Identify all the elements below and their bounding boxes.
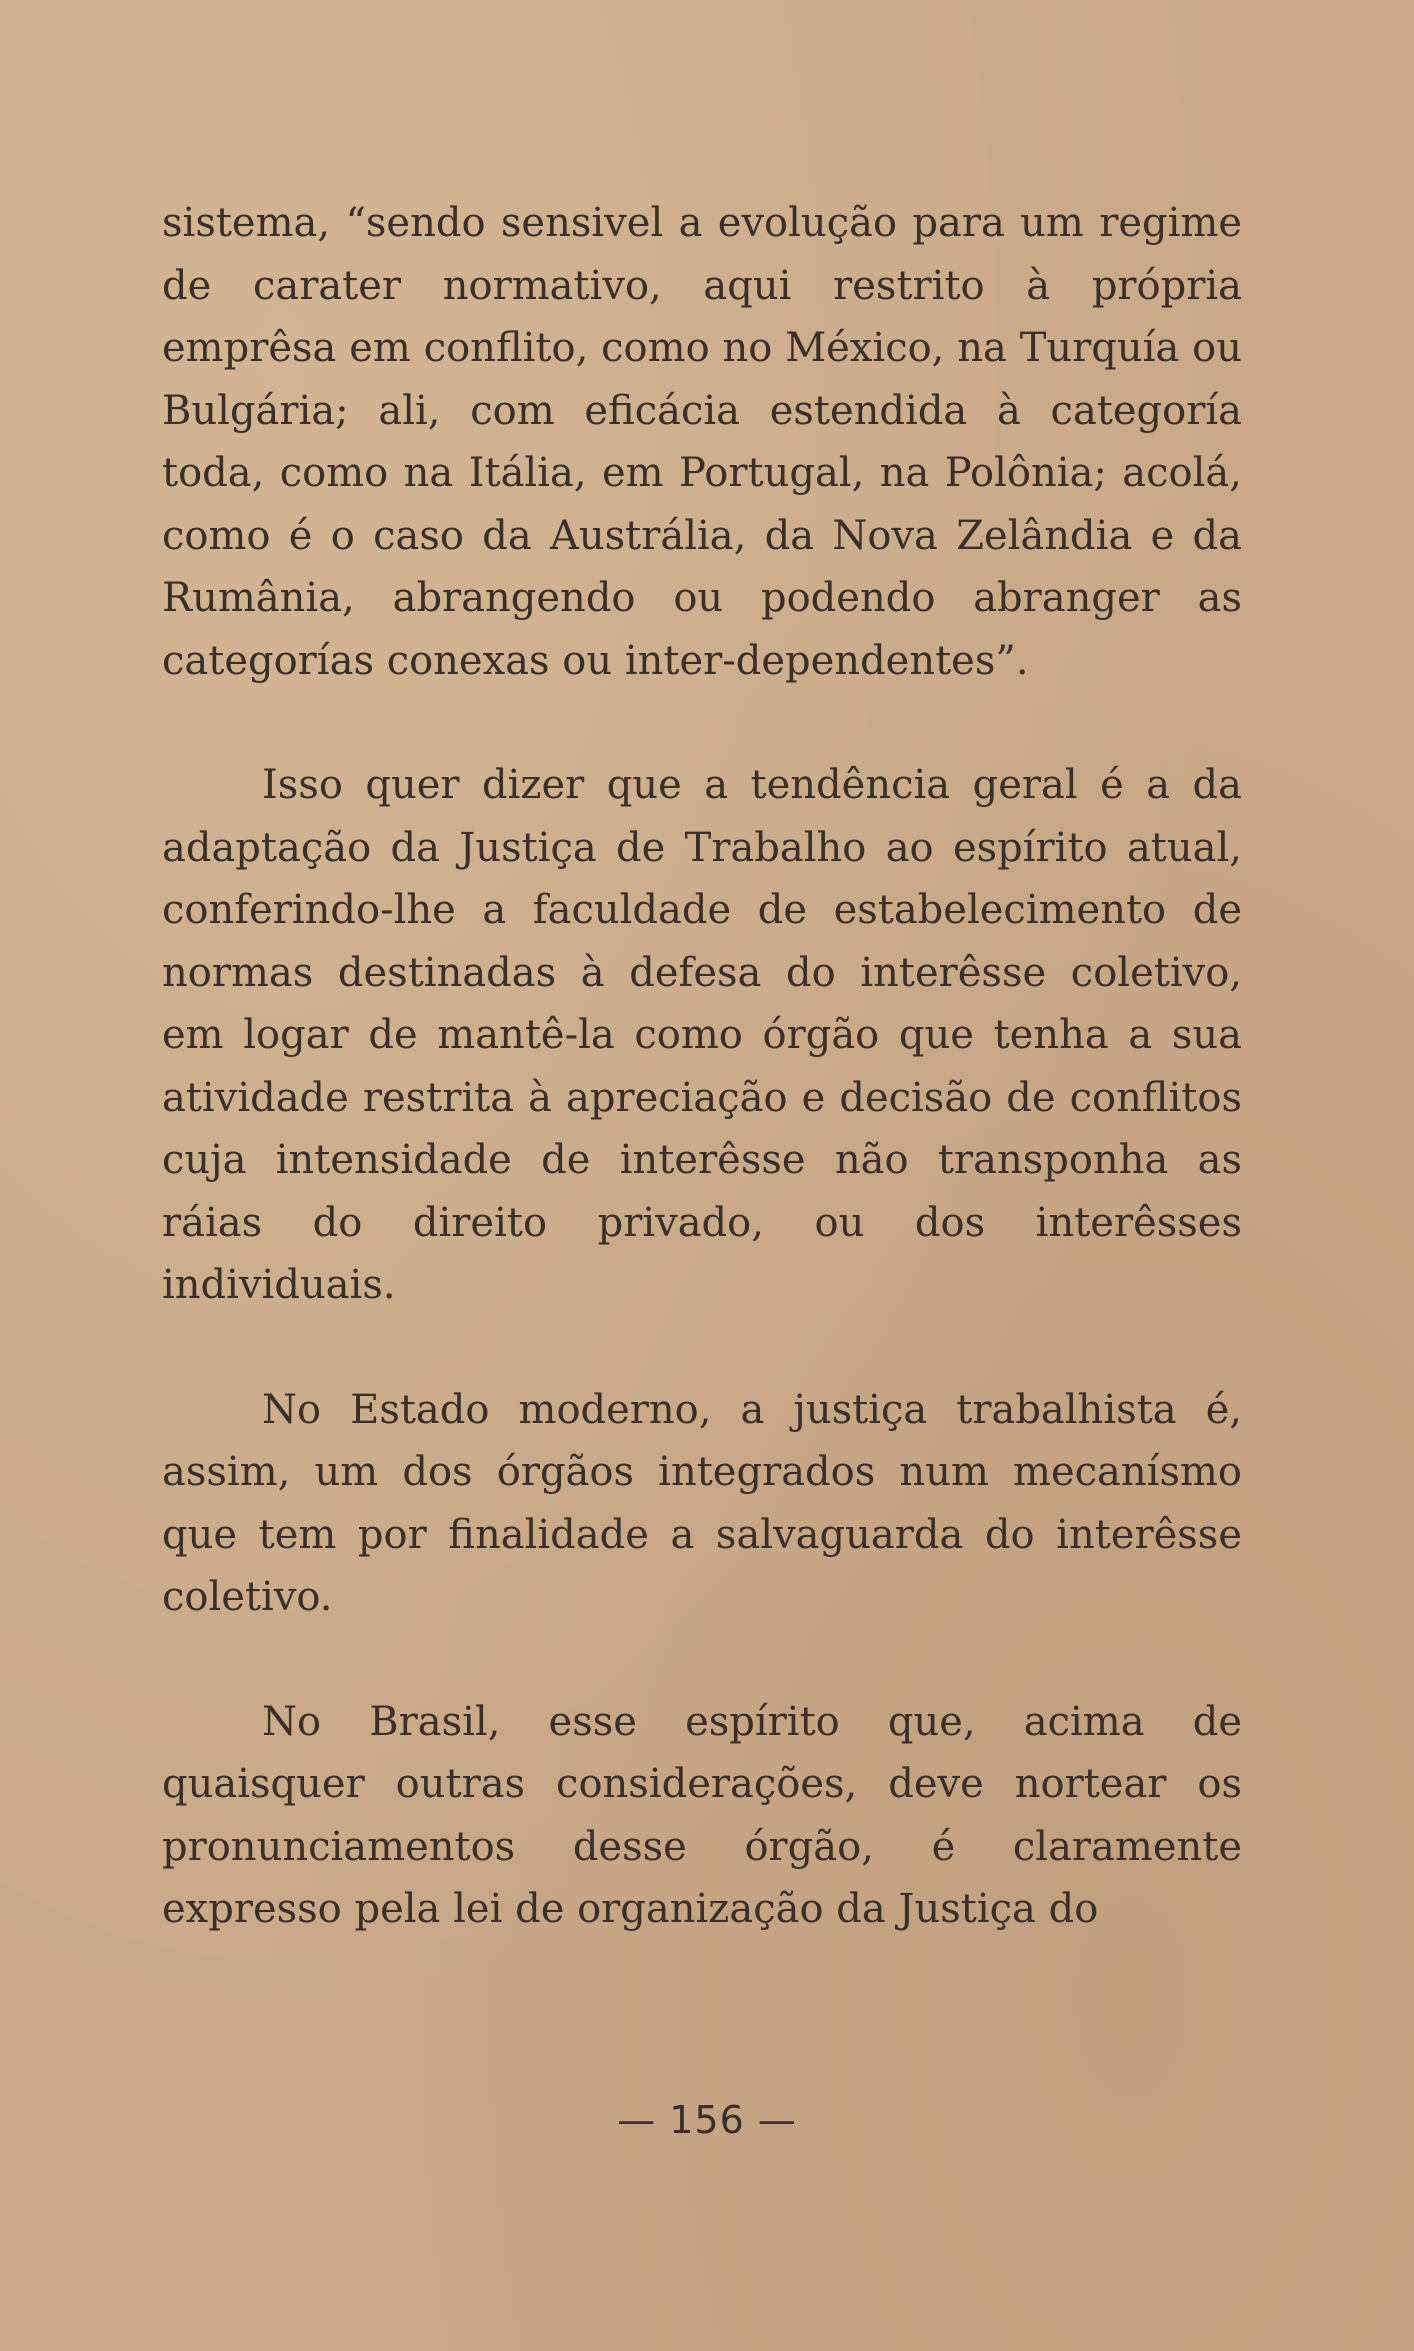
paragraph-modern-state: No Estado moderno, a justiça trabalhista é, assim, um dos órgãos integrados num mecanísmo que tem por finalidade a salvaguarda do interêsse coletivo. xyxy=(162,1386,1242,1620)
paragraph-continuation: sistema, “sendo sensivel a evolução para um regime de carater normativo, aqui restrito à própria emprêsa em conflito, como no México, na Turquía ou Bulgária; ali, com eficácia estendida à categoría toda, como na Itália, em Portugal, na Polônia; acolá, como é o caso da Austrália, da Nova Zelândia e da Rumânia, abrangendo ou podendo abranger as categorías conexas ou inter-dependentes”. xyxy=(162,200,1242,684)
page-number: — 156 — xyxy=(617,2098,797,2142)
body-text xyxy=(162,192,1242,1941)
paragraph-brazil: No Brasil, esse espírito que, acima de quaisquer outras considerações, deve nortear os pronunciamentos desse órgão, é claramente expresso pela lei de organização da Justiça do xyxy=(162,1698,1242,1932)
paragraph-tendency: Isso quer dizer que a tendência geral é a da adaptação da Justiça de Trabalho ao espírito atual, conferindo-lhe a faculdade de estabelecimento de normas destinadas à defesa do interêsse coletivo, em logar de mantê-la como órgão que tenha a sua atividade restrita à apreciação e decisão de conflitos cuja intensidade de interêsse não transponha as ráias do direito privado, ou dos interêsses individuais. xyxy=(162,762,1242,1308)
